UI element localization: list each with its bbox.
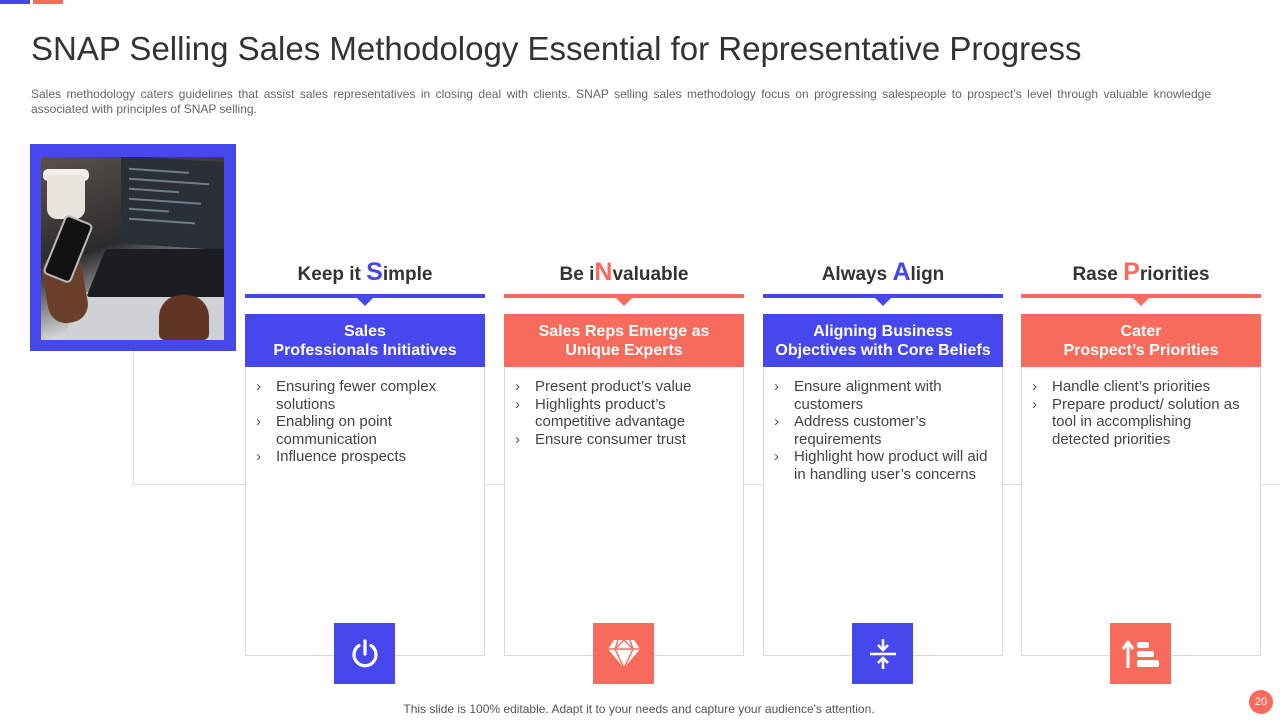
list-item: › Ensuring fewer complex solutions bbox=[256, 378, 437, 413]
card-header: Sales Reps Emerge as Unique Experts bbox=[504, 314, 744, 367]
column-rule bbox=[763, 294, 1003, 298]
list-item: › Handle client’s priorities bbox=[1032, 378, 1211, 395]
list-item: › Highlights product’s competitive advantage bbox=[515, 395, 686, 430]
column-priorities bbox=[1021, 255, 1261, 448]
list-item: › Enabling on point communication bbox=[256, 413, 392, 448]
column-card bbox=[504, 314, 744, 656]
column-simple bbox=[245, 255, 485, 465]
top-accent-blue bbox=[0, 0, 30, 4]
list-item: › Influence prospects bbox=[256, 448, 407, 465]
list-item: › Present product’s value bbox=[515, 378, 692, 395]
photo-frame bbox=[30, 144, 236, 351]
page-number: 20 bbox=[1249, 690, 1273, 714]
column-heading: Rase Priorities bbox=[1072, 258, 1210, 286]
bullet-list bbox=[246, 367, 484, 466]
card-header: Cater Prospect’s Priorities bbox=[1021, 314, 1261, 367]
column-card bbox=[763, 314, 1003, 656]
list-item: › Address customer’s requirements bbox=[774, 413, 926, 448]
list-item: › Ensure alignment with customers bbox=[774, 378, 942, 413]
footer-note: This slide is 100% editable. Adapt it to your needs and capture your audience's attention. bbox=[403, 702, 875, 716]
column-card bbox=[1021, 314, 1261, 656]
column-rule bbox=[1021, 294, 1261, 298]
column-rule bbox=[504, 294, 744, 298]
top-accent-coral bbox=[33, 0, 63, 4]
list-item: › Prepare product/ solution as tool in accomplishing detected priorities bbox=[1032, 395, 1240, 448]
sort-priority-icon bbox=[1110, 623, 1171, 684]
column-align bbox=[763, 255, 1003, 483]
list-item: › Highlight how product will aid in handling user’s concerns bbox=[774, 448, 988, 483]
align-center-icon bbox=[852, 623, 913, 684]
laptop-photo bbox=[41, 157, 224, 340]
column-card bbox=[245, 314, 485, 656]
column-heading: Always Align bbox=[821, 258, 945, 286]
column-heading: Be iNvaluable bbox=[559, 258, 689, 286]
connector-vertical bbox=[133, 351, 134, 485]
bullet-list bbox=[764, 367, 1002, 483]
card-header: Aligning Business Objectives with Core Beliefs bbox=[763, 314, 1003, 367]
column-heading: Keep it Simple bbox=[297, 258, 433, 286]
list-item: › Ensure consumer trust bbox=[515, 430, 686, 448]
power-icon bbox=[334, 623, 395, 684]
bullet-list bbox=[1022, 367, 1260, 448]
page-title: SNAP Selling Sales Methodology Essential for Representative Progress bbox=[31, 30, 1082, 67]
bullet-list bbox=[505, 367, 743, 448]
page-description: Sales methodology caters guidelines that assist sales representatives in closing deal with clients. SNAP selling sales methodology focus on progressing salespeople to prospect’s level through valuable knowledge associated with principles of SNAP selling. bbox=[31, 87, 1211, 116]
diamond-icon bbox=[593, 623, 654, 684]
column-invaluable bbox=[504, 255, 744, 448]
card-header: Sales Professionals Initiatives bbox=[245, 314, 485, 367]
column-rule bbox=[245, 294, 485, 298]
